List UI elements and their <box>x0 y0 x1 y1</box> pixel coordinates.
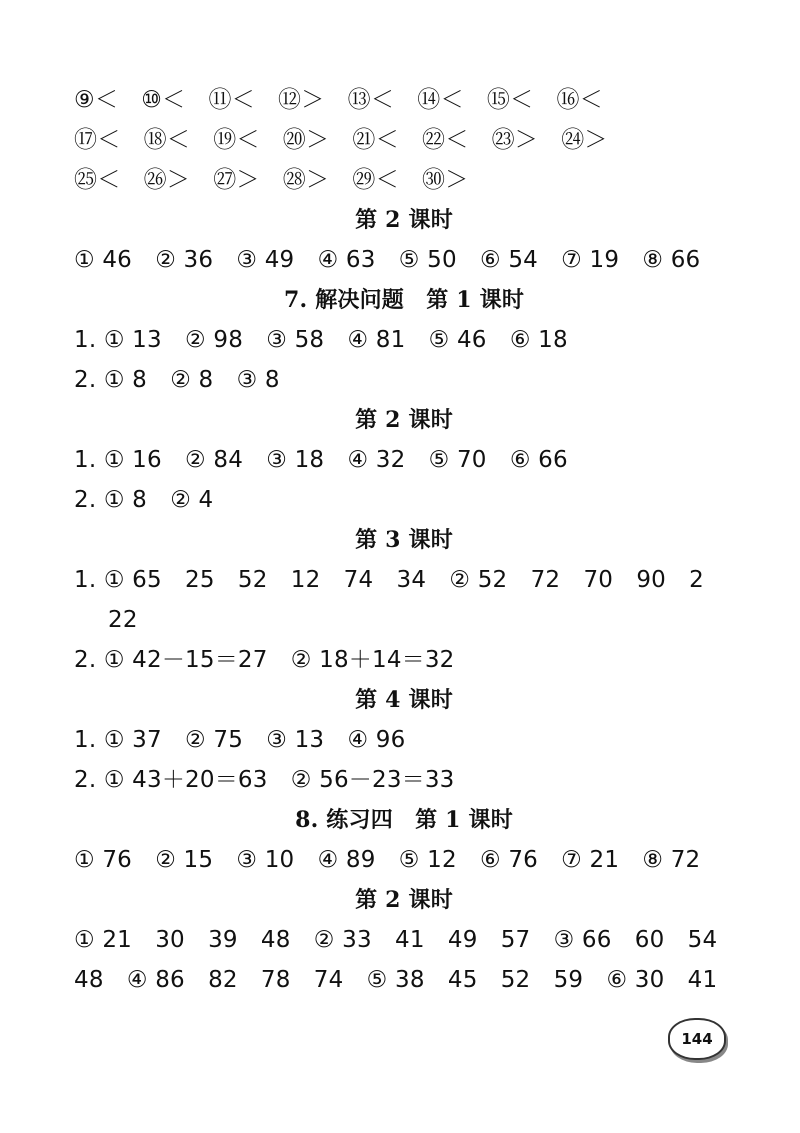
section-heading: 第 2 课时 <box>355 887 453 913</box>
answer-line: ① 46 ② 36 ③ 49 ④ 63 ⑤ 50 ⑥ 54 ⑦ 19 ⑧ 66 <box>74 247 701 273</box>
section-heading: 7. 解决问题 第 1 课时 <box>283 287 525 313</box>
answer-line: 1. ① 37 ② 75 ③ 13 ④ 96 <box>74 727 406 753</box>
section-heading: 第 2 课时 <box>355 407 453 433</box>
answer-line: 1. ① 16 ② 84 ③ 18 ④ 32 ⑤ 70 ⑥ 66 <box>74 447 568 473</box>
answer-line: 1. ① 13 ② 98 ③ 58 ④ 81 ⑤ 46 ⑥ 18 <box>74 327 568 353</box>
answer-line: ① 21 30 39 48 ② 33 41 49 57 ③ 66 60 54 <box>74 927 718 953</box>
section-heading: 8. 练习四 第 1 课时 <box>295 807 513 833</box>
answer-line: 2. ① 43＋20＝63 ② 56－23＝33 <box>74 767 455 793</box>
answer-line: ⑨＜ ⑩＜ ⑪＜ ⑫＞ ⑬＜ ⑭＜ ⑮＜ ⑯＜ <box>74 87 603 113</box>
answer-line: 1. ① 65 25 52 12 74 34 ② 52 72 70 90 2 <box>74 567 705 593</box>
answer-line: 48 ④ 86 82 78 74 ⑤ 38 45 52 59 ⑥ 30 41 <box>74 967 718 993</box>
answer-page <box>74 80 734 1000</box>
section-heading: 第 3 课时 <box>355 527 453 553</box>
answer-line: ① 76 ② 15 ③ 10 ④ 89 ⑤ 12 ⑥ 76 ⑦ 21 ⑧ 72 <box>74 847 701 873</box>
section-heading: 第 2 课时 <box>355 207 453 233</box>
answer-line: ⑰＜ ⑱＜ ⑲＜ ⑳＞ ㉑＜ ㉒＜ ㉓＞ ㉔＞ <box>74 127 608 153</box>
page-number-badge: 144 <box>668 1018 726 1060</box>
answer-line: ㉕＜ ㉖＞ ㉗＞ ㉘＞ ㉙＜ ㉚＞ <box>74 167 469 193</box>
section-heading: 第 4 课时 <box>355 687 453 713</box>
answer-line: 2. ① 8 ② 8 ③ 8 <box>74 367 280 393</box>
answer-line: 2. ① 8 ② 4 <box>74 487 214 513</box>
answer-line-continued: 22 <box>108 607 138 633</box>
answer-line: 2. ① 42－15＝27 ② 18＋14＝32 <box>74 647 455 673</box>
